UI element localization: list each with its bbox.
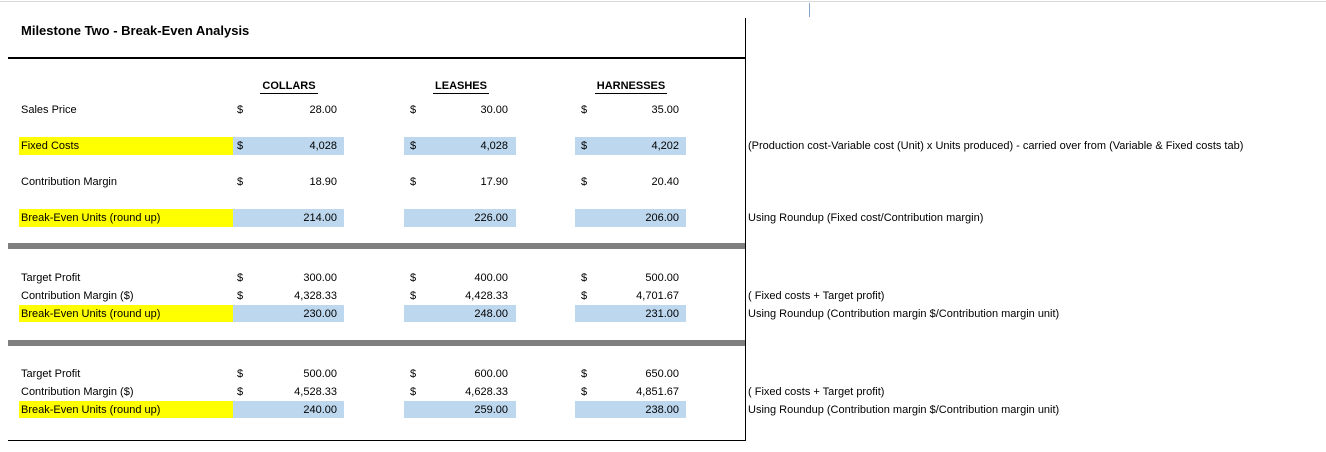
currency-symbol: $ bbox=[410, 368, 417, 380]
sheet-top-border bbox=[0, 1, 1326, 2]
text-cursor bbox=[809, 3, 810, 17]
cell-break-even-harnesses[interactable]: 206.00 bbox=[645, 212, 679, 224]
s1-label-break-even-units: Break-Even Units (round up) bbox=[21, 308, 161, 320]
section-separator bbox=[8, 243, 745, 249]
currency-symbol: $ bbox=[581, 176, 588, 188]
section-separator bbox=[8, 340, 745, 346]
currency-symbol: $ bbox=[410, 104, 417, 116]
title-underline bbox=[8, 57, 745, 59]
s2-note-contribution-margin: ( Fixed costs + Target profit) bbox=[748, 386, 885, 398]
s2-label-target-profit: Target Profit bbox=[21, 368, 81, 380]
currency-symbol: $ bbox=[237, 368, 244, 380]
currency-symbol: $ bbox=[410, 386, 417, 398]
s1-cell-break-even-leashes[interactable]: 248.00 bbox=[474, 308, 508, 320]
column-header-leashes: LEASHES bbox=[435, 80, 487, 92]
row-label-fixed-costs: Fixed Costs bbox=[21, 140, 80, 152]
cell-fixed-costs-collars[interactable]: 4,028 bbox=[309, 140, 337, 152]
currency-symbol: $ bbox=[410, 290, 417, 302]
currency-symbol: $ bbox=[581, 386, 588, 398]
note-break-even-units: Using Roundup (Fixed cost/Contribution margin) bbox=[748, 212, 984, 224]
currency-symbol: $ bbox=[581, 104, 588, 116]
s1-cell-break-even-collars[interactable]: 230.00 bbox=[303, 308, 337, 320]
column-header-harnesses: HARNESSES bbox=[596, 80, 666, 92]
s1-note-break-even-units: Using Roundup (Contribution margin $/Contribution margin unit) bbox=[748, 308, 1060, 320]
s1-cell-target-profit-collars[interactable]: 300.00 bbox=[303, 272, 337, 284]
currency-symbol: $ bbox=[581, 290, 588, 302]
currency-symbol: $ bbox=[410, 176, 417, 188]
cell-sales-price-leashes[interactable]: 30.00 bbox=[480, 104, 508, 116]
s2-label-break-even-units: Break-Even Units (round up) bbox=[21, 404, 161, 416]
s1-cell-target-profit-harnesses[interactable]: 500.00 bbox=[645, 272, 679, 284]
s1-cell-target-profit-leashes[interactable]: 400.00 bbox=[474, 272, 508, 284]
currency-symbol: $ bbox=[237, 176, 244, 188]
s1-cell-contribution-margin-collars[interactable]: 4,328.33 bbox=[294, 290, 337, 302]
currency-symbol: $ bbox=[237, 272, 244, 284]
s1-cell-contribution-margin-harnesses[interactable]: 4,701.67 bbox=[636, 290, 679, 302]
frame-right-border bbox=[745, 18, 746, 441]
s2-cell-break-even-harnesses[interactable]: 238.00 bbox=[645, 404, 679, 416]
row-label-contribution-margin: Contribution Margin bbox=[21, 176, 117, 188]
currency-symbol: $ bbox=[237, 386, 244, 398]
currency-symbol: $ bbox=[581, 272, 588, 284]
currency-symbol: $ bbox=[410, 272, 417, 284]
currency-symbol: $ bbox=[237, 290, 244, 302]
s1-cell-contribution-margin-leashes[interactable]: 4,428.33 bbox=[465, 290, 508, 302]
cell-break-even-leashes[interactable]: 226.00 bbox=[474, 212, 508, 224]
s2-cell-break-even-leashes[interactable]: 259.00 bbox=[474, 404, 508, 416]
s2-cell-break-even-collars[interactable]: 240.00 bbox=[303, 404, 337, 416]
currency-symbol: $ bbox=[410, 140, 417, 152]
s2-cell-contribution-margin-harnesses[interactable]: 4,851.67 bbox=[636, 386, 679, 398]
cell-contribution-margin-leashes[interactable]: 17.90 bbox=[480, 176, 508, 188]
s2-cell-target-profit-harnesses[interactable]: 650.00 bbox=[645, 368, 679, 380]
s2-cell-target-profit-leashes[interactable]: 600.00 bbox=[474, 368, 508, 380]
s1-note-contribution-margin: ( Fixed costs + Target profit) bbox=[748, 290, 885, 302]
cell-fixed-costs-leashes[interactable]: 4,028 bbox=[480, 140, 508, 152]
s1-label-target-profit: Target Profit bbox=[21, 272, 81, 284]
s2-cell-contribution-margin-collars[interactable]: 4,528.33 bbox=[294, 386, 337, 398]
cell-fixed-costs-harnesses[interactable]: 4,202 bbox=[651, 140, 679, 152]
page-title: Milestone Two - Break-Even Analysis bbox=[21, 23, 250, 38]
currency-symbol: $ bbox=[581, 140, 588, 152]
s2-label-contribution-margin: Contribution Margin ($) bbox=[21, 386, 134, 398]
currency-symbol: $ bbox=[237, 140, 244, 152]
cell-sales-price-collars[interactable]: 28.00 bbox=[309, 104, 337, 116]
row-label-break-even-units: Break-Even Units (round up) bbox=[21, 212, 161, 224]
s1-cell-break-even-harnesses[interactable]: 231.00 bbox=[645, 308, 679, 320]
cell-contribution-margin-collars[interactable]: 18.90 bbox=[309, 176, 337, 188]
row-label-sales-price: Sales Price bbox=[21, 104, 77, 116]
note-fixed-costs: (Production cost-Variable cost (Unit) x Units produced) - carried over from (Variable & Fixed costs tab) bbox=[748, 140, 1244, 152]
cell-sales-price-harnesses[interactable]: 35.00 bbox=[651, 104, 679, 116]
cell-contribution-margin-harnesses[interactable]: 20.40 bbox=[651, 176, 679, 188]
s2-note-break-even-units: Using Roundup (Contribution margin $/Contribution margin unit) bbox=[748, 404, 1060, 416]
currency-symbol: $ bbox=[237, 104, 244, 116]
currency-symbol: $ bbox=[581, 368, 588, 380]
s2-cell-target-profit-collars[interactable]: 500.00 bbox=[303, 368, 337, 380]
s1-label-contribution-margin: Contribution Margin ($) bbox=[21, 290, 134, 302]
s2-cell-contribution-margin-leashes[interactable]: 4,628.33 bbox=[465, 386, 508, 398]
cell-break-even-collars[interactable]: 214.00 bbox=[303, 212, 337, 224]
frame-bottom-border bbox=[8, 440, 745, 441]
column-header-collars: COLLARS bbox=[262, 80, 316, 92]
